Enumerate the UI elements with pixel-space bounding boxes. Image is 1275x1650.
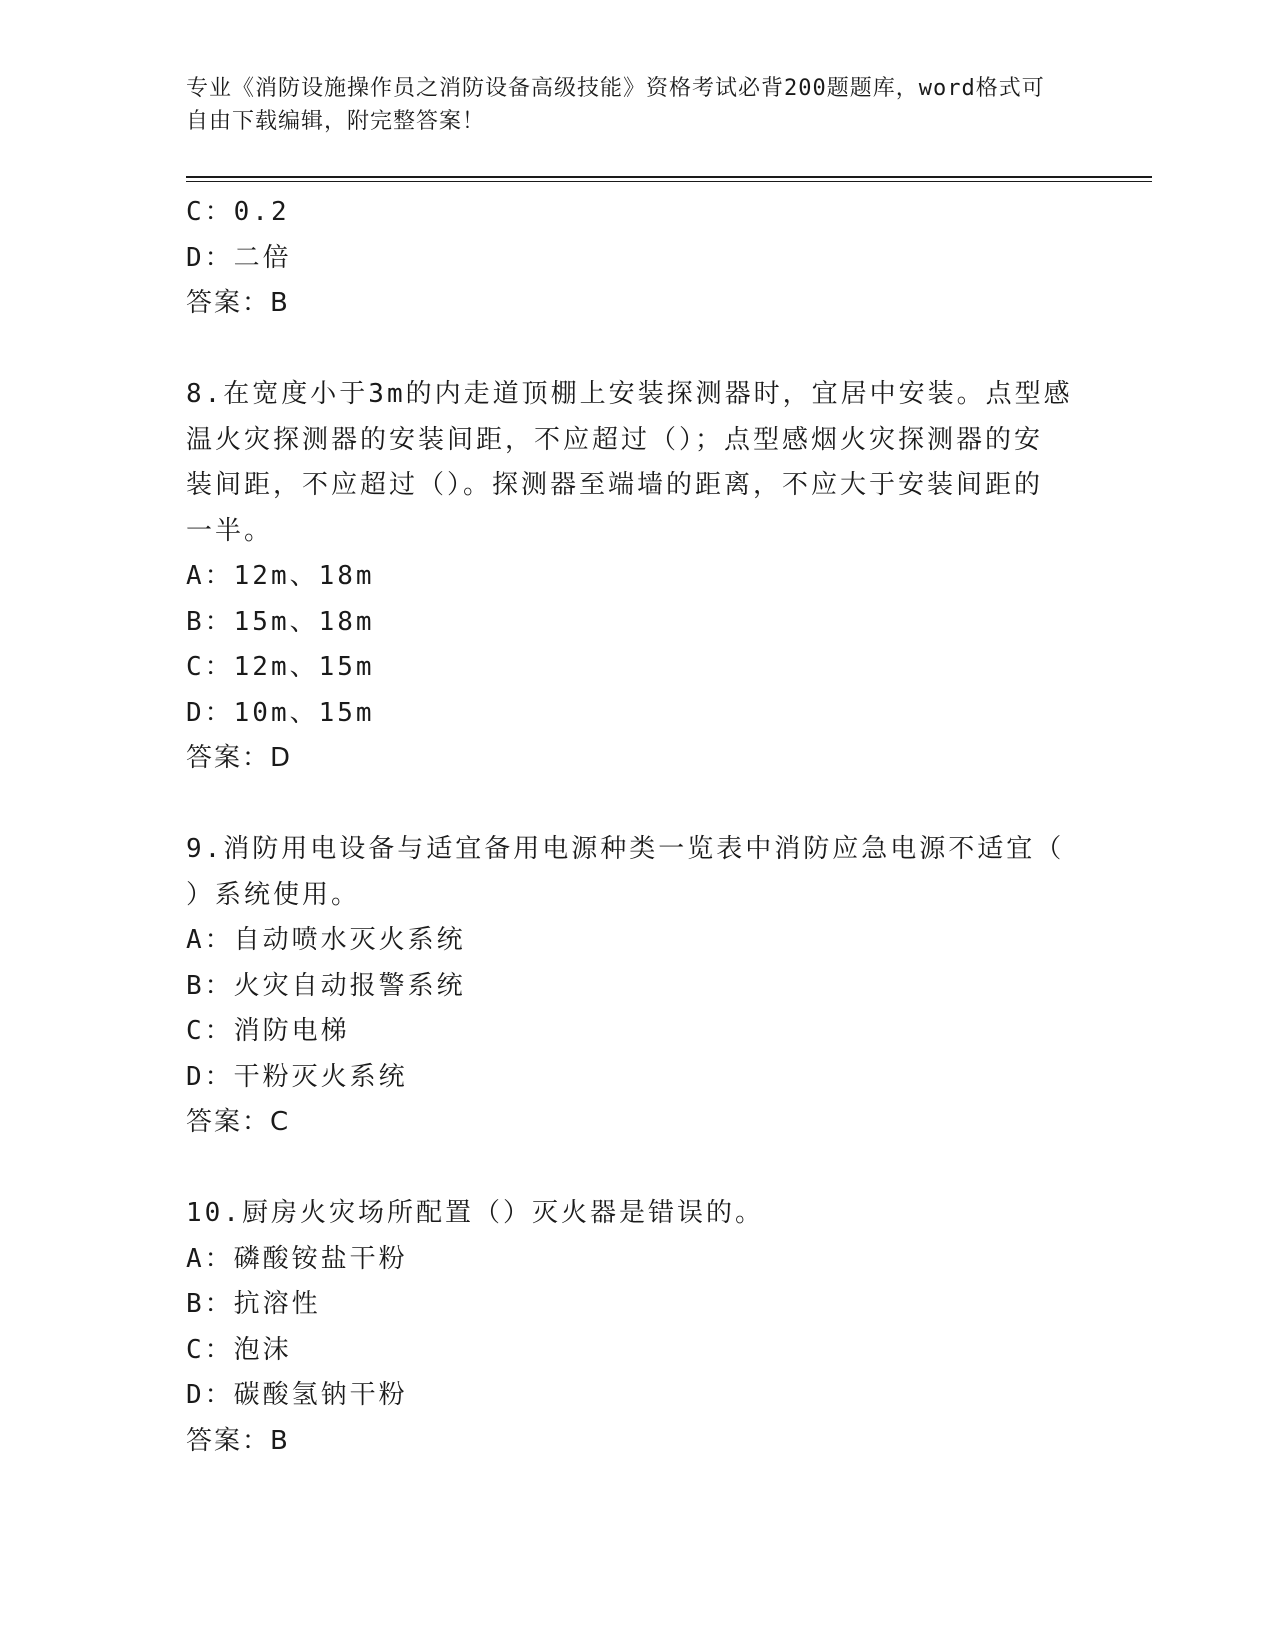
option-a: A：自动喷水灭火系统	[186, 925, 466, 955]
question-stem-line: 一半。	[186, 515, 274, 546]
option-a: A：12m、18m	[186, 561, 375, 591]
option-c: C：0.2	[186, 197, 290, 227]
option-a: A：磷酸铵盐干粉	[186, 1243, 408, 1274]
option-b: B：抗溶性	[186, 1289, 321, 1319]
option-b: B：火灾自动报警系统	[186, 970, 466, 1001]
option-c: C：泡沫	[186, 1334, 292, 1365]
option-d: D：干粉灭火系统	[186, 1061, 408, 1092]
question-8	[186, 372, 1086, 782]
page-header	[186, 72, 1066, 138]
question-stem-line: 9.消防用电设备与适宜备用电源种类一览表中消防应急电源不适宜（	[186, 834, 1065, 864]
option-c: C：12m、15m	[186, 652, 375, 682]
question-9	[186, 827, 1086, 1146]
question-10	[186, 1191, 1086, 1464]
option-d: D：碳酸氢钠干粉	[186, 1380, 408, 1410]
spacer	[186, 327, 1086, 373]
answer-line: 答案：B	[186, 288, 290, 318]
header-rule-thin	[186, 181, 1152, 182]
answer-line: 答案：D	[186, 743, 293, 773]
question-stem-line: 8.在宽度小于3m的内走道顶棚上安装探测器时，宜居中安装。点型感	[186, 379, 1073, 409]
option-b: B：15m、18m	[186, 606, 375, 637]
header-title: 专业《消防设施操作员之消防设备高级技能》资格考试必背200题题库，word格式可自由下载编辑，附完整答案！	[186, 76, 1045, 134]
question-list	[186, 190, 1086, 1464]
header-rule-thick	[186, 176, 1152, 178]
question-7-continued	[186, 190, 1086, 327]
spacer	[186, 1146, 1086, 1192]
spacer	[186, 782, 1086, 828]
answer-line: 答案：C	[186, 1107, 291, 1137]
option-d: D：10m、15m	[186, 697, 375, 728]
question-stem-line: 装间距，不应超过（）。探测器至端墙的距离，不应大于安装间距的	[186, 470, 1044, 500]
option-d: D：二倍	[186, 242, 292, 273]
question-stem-line: 10.厨房火灾场所配置（）灭火器是错误的。	[186, 1198, 764, 1228]
answer-line: 答案：B	[186, 1425, 290, 1456]
question-stem-line: 温火灾探测器的安装间距，不应超过（）；点型感烟火灾探测器的安	[186, 424, 1044, 455]
option-c: C：消防电梯	[186, 1016, 350, 1046]
question-stem-line: ）系统使用。	[186, 879, 361, 910]
